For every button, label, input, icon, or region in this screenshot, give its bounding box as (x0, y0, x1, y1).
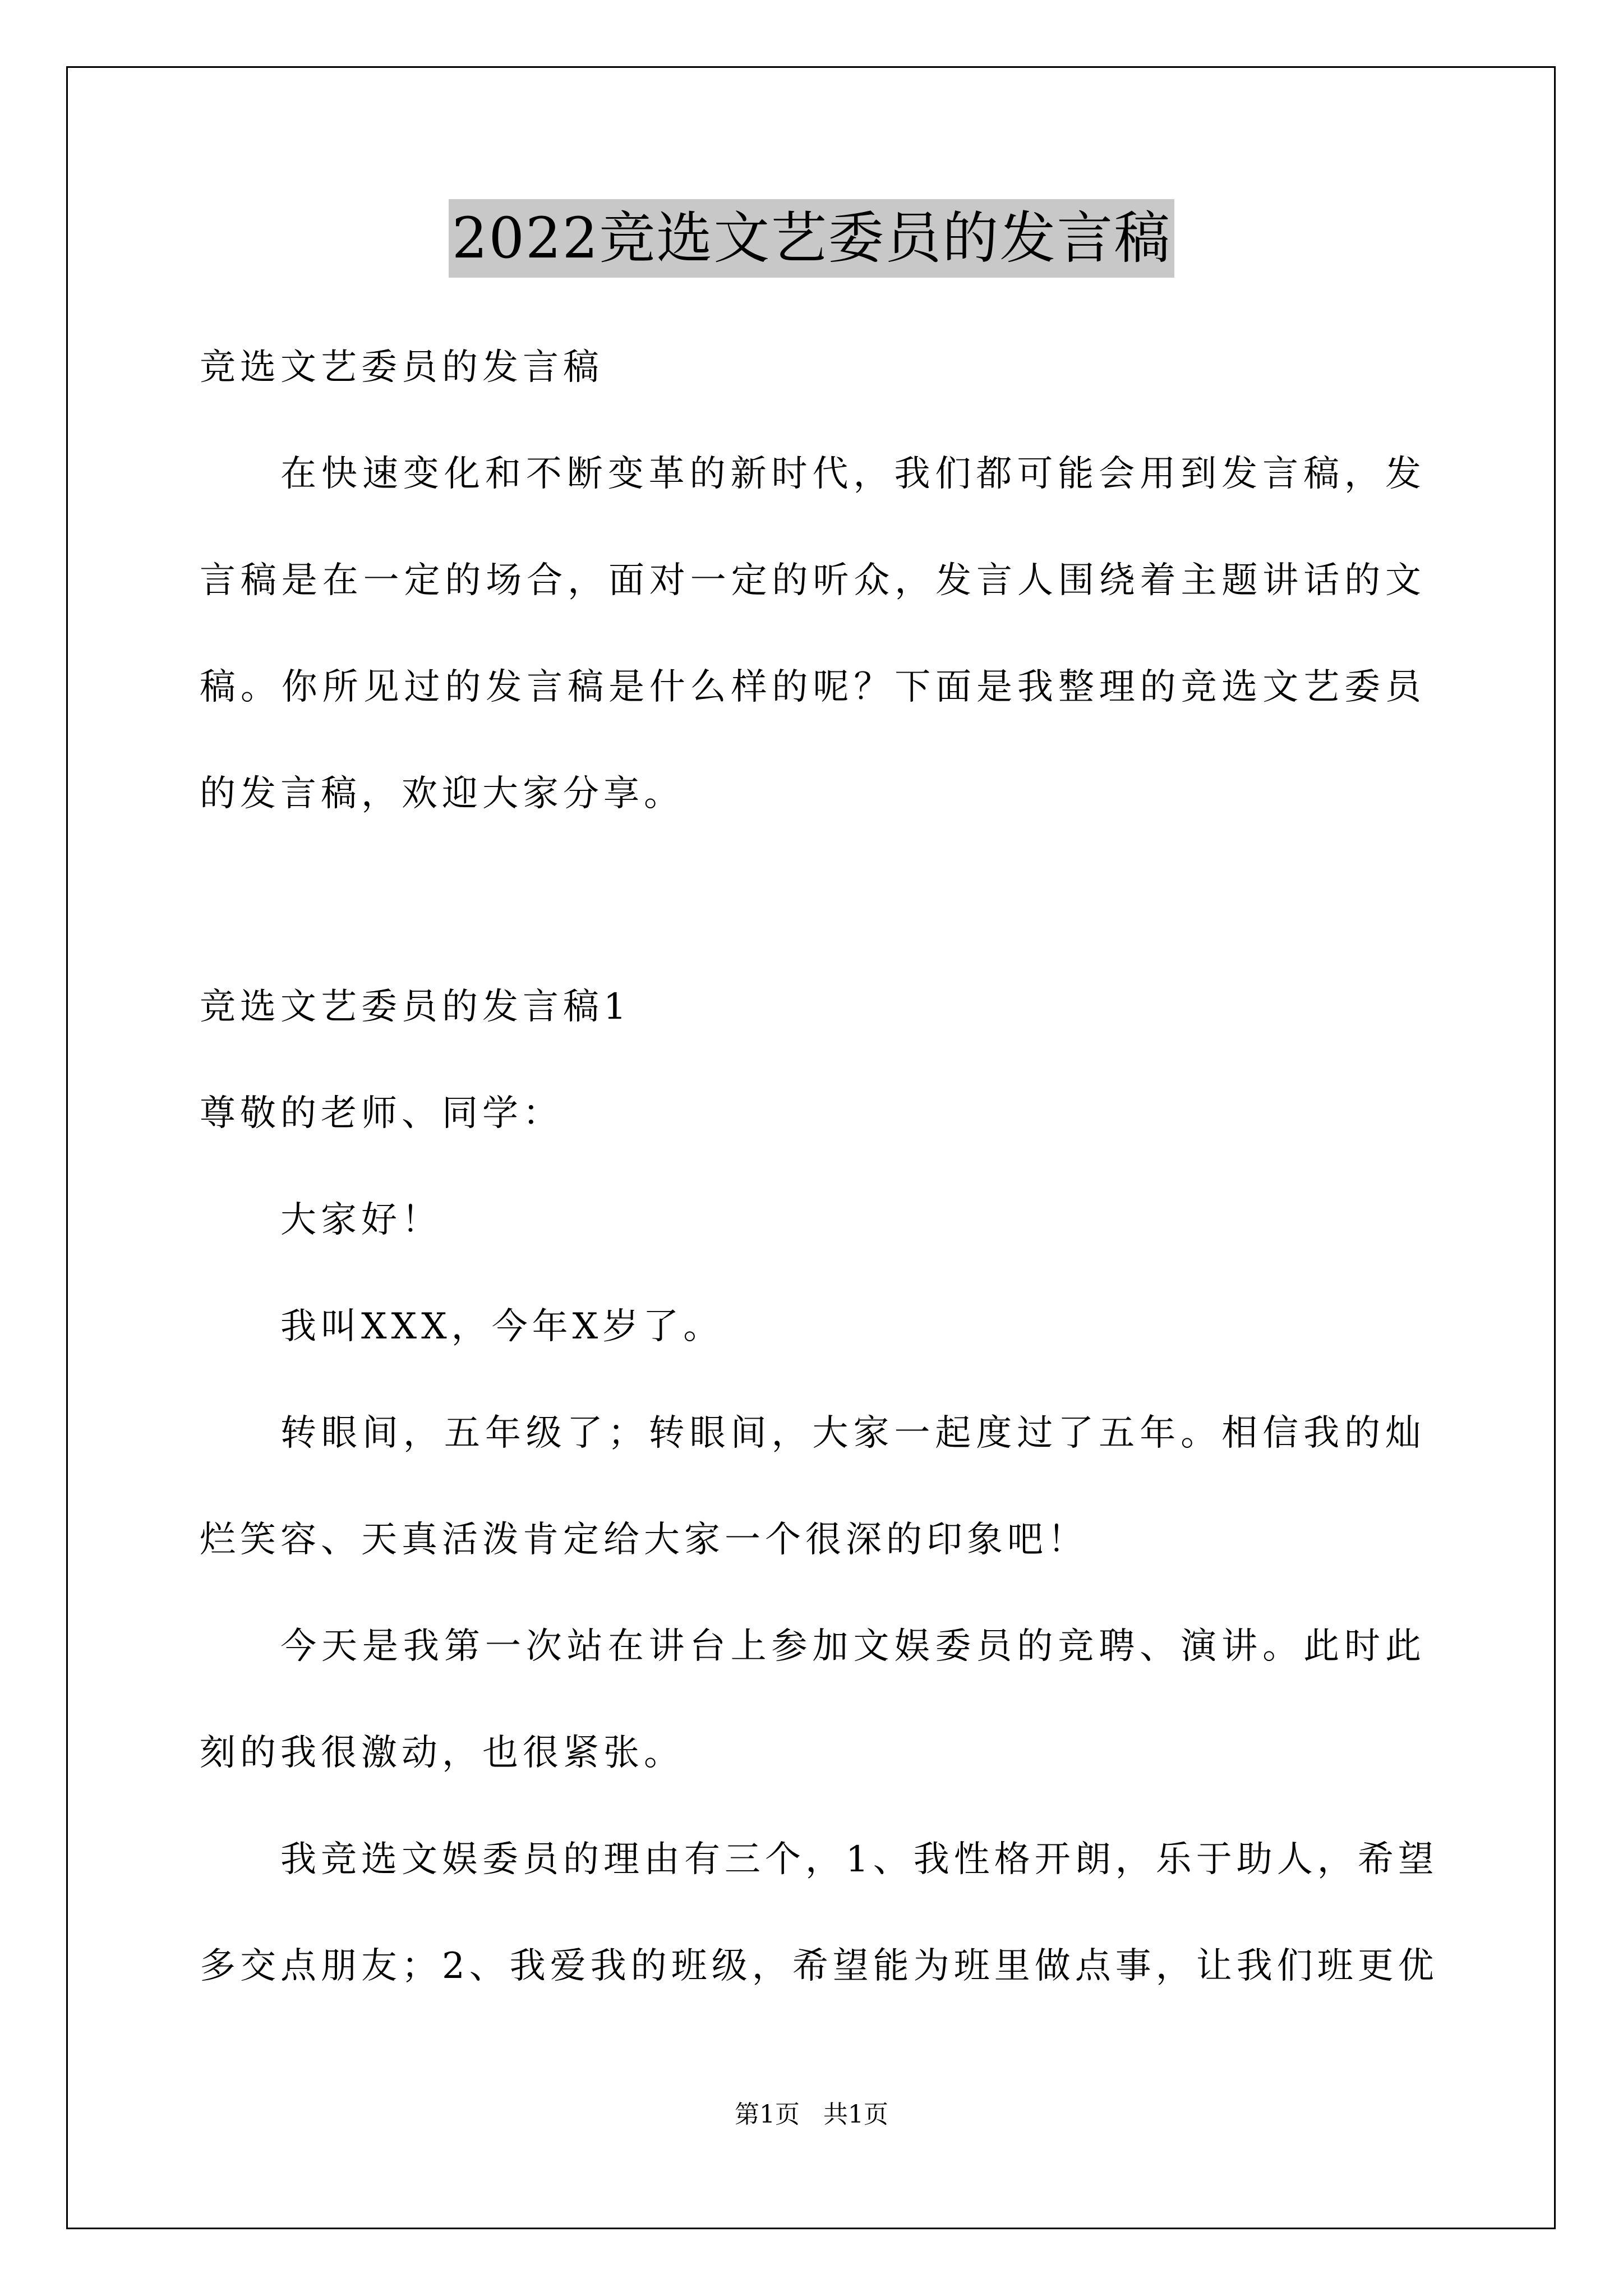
title-container (0, 199, 1623, 278)
paragraph-gap (200, 847, 1426, 954)
greeting-line: 大家好！ (280, 1199, 442, 1241)
paragraph-line: 刻的我很激动，也很紧张。 (200, 1732, 684, 1774)
paragraph-line: 多交点朋友；2、我爱我的班级，希望能为班里做点事，让我们班更优 (200, 1945, 1438, 1987)
paragraph-line: 我竞选文娱委员的理由有三个，1、我性格开朗，乐于助人，希望 (280, 1839, 1438, 1880)
paragraph-line: 稿。你所见过的发言稿是什么样的呢？下面是我整理的竞选文艺委员 (200, 666, 1426, 708)
paragraph-line: 在快速变化和不断变革的新时代，我们都可能会用到发言稿，发 (280, 453, 1426, 495)
section-heading: 竞选文艺委员的发言稿1 (200, 986, 631, 1028)
paragraph-line: 的发言稿，欢迎大家分享。 (200, 773, 684, 815)
page-footer: 第1页 共1页 (735, 2100, 888, 2129)
paragraph-line: 今天是我第一次站在讲台上参加文娱委员的竞聘、演讲。此时此 (280, 1626, 1426, 1667)
document-title: 2022竞选文艺委员的发言稿 (449, 199, 1175, 278)
subtitle-line: 竞选文艺委员的发言稿 (200, 347, 603, 388)
salutation-line: 尊敬的老师、同学： (200, 1093, 563, 1134)
paragraph-line: 我叫XXX，今年X岁了。 (280, 1306, 724, 1347)
document-body (200, 314, 1438, 2019)
paragraph-line: 转眼间，五年级了；转眼间，大家一起度过了五年。相信我的灿 (280, 1412, 1426, 1454)
paragraph-line: 烂笑容、天真活泼肯定给大家一个很深的印象吧！ (200, 1519, 1088, 1561)
paragraph-line: 言稿是在一定的场合，面对一定的听众，发言人围绕着主题讲话的文 (200, 560, 1426, 601)
